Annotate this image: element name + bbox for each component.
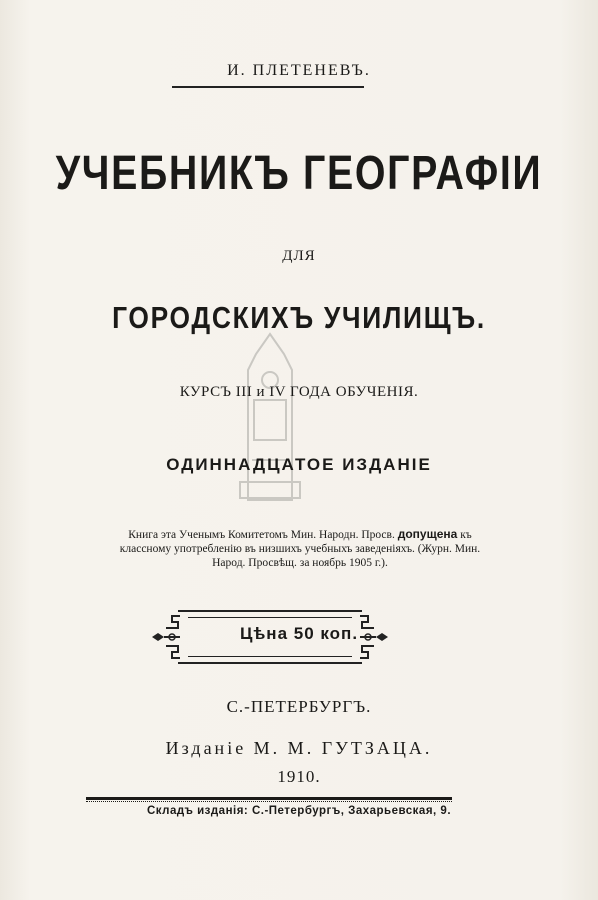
author-name: И. ПЛЕТЕНЕВЪ.	[227, 62, 371, 79]
price-label: Цѣна 50 коп.	[239, 624, 359, 643]
city-line: С.-ПЕТЕРБУРГЪ.	[226, 697, 372, 716]
publisher-line: Изданіе М. М. ГУТЗАЦА.	[165, 738, 433, 758]
course-line: КУРСЪ III и IV ГОДА ОБУЧЕНІЯ.	[179, 384, 419, 400]
book-subtitle: ГОРОДСКИХЪ УЧИЛИЩЪ.	[112, 300, 486, 335]
for-word: ДЛЯ	[282, 248, 316, 264]
author-underline	[172, 86, 364, 88]
notice-text-1: Книга эта Ученымъ Комитетомъ Мин. Народн. Просв.	[128, 529, 395, 541]
edition-line: ОДИННАДЦАТОЕ ИЗДАНІЕ	[166, 455, 432, 474]
approval-notice	[110, 527, 490, 570]
bottom-rule-dotted	[86, 801, 452, 802]
library-stamp	[230, 330, 310, 516]
year-line: 1910.	[277, 767, 321, 786]
notice-text-2: къ классному употребленію въ низшихъ учебныхъ заведеніяхъ. (Журн. Мин. Народ. Просвѣщ. за ноябрь 1905 г.).	[119, 529, 481, 569]
book-title: УЧЕБНИКЪ ГЕОГРАФІИ	[55, 147, 543, 200]
bottom-rule	[86, 797, 452, 800]
depot-address: Складъ изданія: С.-Петербургъ, Захарьевская, 9.	[146, 805, 452, 817]
notice-highlight: допущена	[397, 527, 458, 541]
